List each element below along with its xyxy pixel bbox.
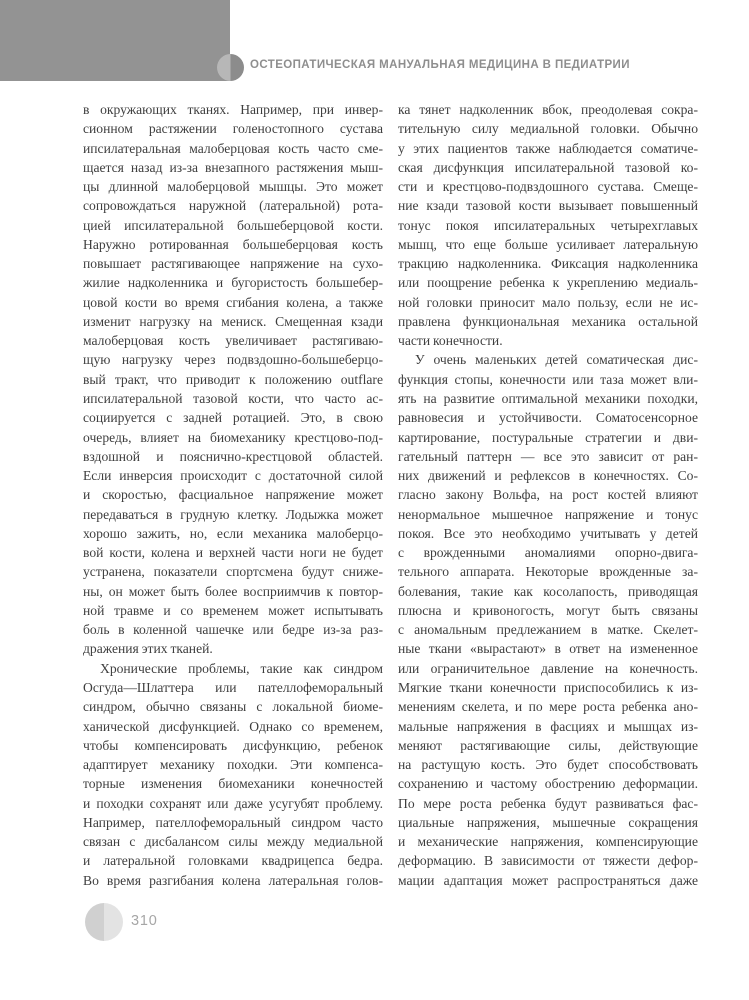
text-line: боль в коленной чашечке или бедре из-за раз- — [83, 622, 383, 638]
text-line: Во время разгибания колена латеральная голов- — [83, 872, 383, 888]
text-line: меняют растягивающие силы, действующие — [398, 737, 698, 753]
text-line: Например, пателлофеморальный синдром часто — [83, 814, 383, 830]
text-line: цией ипсилатеральной большеберцовой кости. — [83, 217, 383, 233]
text-line: или ограничительное давление на конечность. — [398, 660, 698, 676]
text-line: них движений и рефлексов в конечностях. Со- — [398, 468, 698, 484]
text-line: циальные напряжения, мышечные сокращения — [398, 814, 698, 830]
text-line: связан с дисбалансом силы между медиальной — [83, 834, 383, 850]
text-line: тракцию надколенника. Фиксация надколенника — [398, 256, 698, 272]
text-line: болевания, такие как косолапость, приводящая — [398, 583, 698, 599]
text-line: у этих пациентов также наблюдается соматиче- — [398, 140, 698, 156]
text-line: и механические напряжения, компенсирующие — [398, 834, 698, 850]
text-column-right — [398, 100, 698, 890]
text-line: на растущую кость. Это будет способствовать — [398, 757, 698, 773]
text-line: ипсилатеральной тазовой кости, что часто ас- — [83, 390, 383, 406]
text-line: и латеральной головками квадрицепса бедра. — [83, 853, 383, 869]
text-line: в окружающих тканях. Например, при инвер- — [83, 102, 383, 117]
header-bullet-icon — [217, 54, 244, 81]
text-line: хорошо зажить, но, если механика малоберцо- — [83, 525, 383, 541]
text-line: Мягкие ткани конечности приспособились к из- — [398, 679, 698, 695]
text-line: мации адаптация может распространяться даже — [398, 872, 698, 888]
text-line: или поощрение ребенка к укреплению медиаль- — [398, 275, 698, 291]
text-line: устранена, показатели спортсмена будут сниже- — [83, 564, 383, 580]
text-line: плюсна и кривоногость, могут быть связаны — [398, 602, 698, 618]
text-line: сионном растяжении голеностопного сустава — [83, 121, 383, 137]
text-line: щается назад из-за внезапного растяжения мыш- — [83, 159, 383, 175]
text-line: вый тракт, что приводит к положению outflare — [83, 371, 383, 387]
text-line: картирование, постуральные стратегии и дви- — [398, 429, 698, 445]
text-line: сопровождаться наружной (латеральной) рота- — [83, 198, 383, 214]
text-line: ипсилатеральная малоберцовая кость часто сме- — [83, 140, 383, 156]
text-line: покоя. Все это необходимо учитывать у детей — [398, 525, 698, 541]
text-column-left — [83, 100, 383, 890]
text-line: малоберцовая кость увеличивает растягиваю- — [83, 333, 383, 349]
text-line: передаваться в грудную клетку. Лодыжка может — [83, 506, 383, 522]
text-line: правлена функциональная механика остальной — [398, 313, 698, 329]
text-line: менениям скелета, и по мере роста ребенка ано- — [398, 699, 698, 715]
text-line: Хронические проблемы, такие как синдром — [100, 660, 383, 676]
text-line: сохранению и частому обострению деформации. — [398, 776, 698, 792]
text-line: синдром, обычно связаны с локальной биоме- — [83, 699, 383, 715]
text-line: По мере роста ребенка будут развиваться фас- — [398, 795, 698, 811]
text-line: функция стопы, конечности или таза может вли- — [398, 371, 698, 387]
text-line: ханической дисфункцией. Однако со временем, — [83, 718, 383, 734]
text-line: мышц, что еще больше усиливает латеральную — [398, 236, 698, 252]
text-line: ка тянет надколенник вбок, преодолевая сокра- — [398, 102, 698, 117]
text-line: мальные напряжения в фасциях и мышцах из- — [398, 718, 698, 734]
text-line: щую нагрузку через подвздошно-большеберцо- — [83, 352, 383, 368]
text-line: сти и крестцово-подвздошного сустава. Смеще- — [398, 179, 698, 195]
text-line: жилие надколенника и бугористость большебер- — [83, 275, 383, 291]
text-line: социируется с задней ротацией. Это, в свою — [83, 410, 383, 426]
text-line: тонус покоя ипсилатеральных четырехглавых — [398, 217, 698, 233]
text-line: торные изменения биомеханики конечностей — [83, 776, 383, 792]
running-header-title: ОСТЕОПАТИЧЕСКАЯ МАНУАЛЬНАЯ МЕДИЦИНА В ПЕДИАТРИИ — [250, 59, 630, 71]
text-line: Если инверсия происходит с достаточной силой — [83, 468, 383, 484]
text-line: Осгуда—Шлаттера или пателлофеморальный — [83, 679, 383, 695]
text-line: дражения этих тканей. — [83, 641, 213, 657]
text-line: ные ткани «вырастают» в ответ на измененное — [398, 641, 698, 657]
text-line: Наружно ротированная большеберцовая кость — [83, 236, 383, 252]
text-line: и скоростью, фасциальное напряжение может — [83, 487, 383, 503]
text-line: ская дисфункция ипсилатеральной тазовой ко- — [398, 159, 698, 175]
footer-bullet-icon — [85, 903, 123, 941]
text-line: гательный паттерн — все это зависит от ран- — [398, 448, 698, 464]
text-line: ненормальное мышечное напряжение и тонус — [398, 506, 698, 522]
text-line: и походки сохранят или даже усугубят проблему. — [83, 795, 383, 811]
text-line: равновесия и устойчивости. Соматосенсорное — [398, 410, 698, 426]
text-line: цы длинной малоберцовой мышцы. Это может — [83, 179, 383, 195]
text-line: тельного аппарата. Некоторые врожденные за- — [398, 564, 698, 580]
text-line: ять на развитие оптимальной механики походки, — [398, 390, 698, 406]
text-line: очередь, влияет на биомеханику крестцово-под- — [83, 429, 383, 445]
text-line: ной головки приносит мало пользу, если не ис- — [398, 294, 698, 310]
text-line: ны, он может быть более восприимчив к повтор- — [83, 583, 383, 599]
text-line: деформацию. В зависимости от тяжести дефор- — [398, 853, 698, 869]
text-line: с аномальным предлежанием в матке. Скелет- — [398, 622, 698, 638]
text-line: части конечности. — [398, 333, 503, 349]
text-line: изменит нагрузку на мениск. Смещенная кзади — [83, 313, 383, 329]
text-line: тительную силу медиальной головки. Обычно — [398, 121, 698, 137]
text-line: цовой кости во время сгибания колена, а также — [83, 294, 383, 310]
text-line: ние кзади тазовой кости вызывает повышенный — [398, 198, 698, 214]
text-line: повышает растягивающее напряжение на сухо- — [83, 256, 383, 272]
text-line: вой кости, колена и верхней части ноги не будет — [83, 545, 383, 561]
text-line: адаптирует механику походки. Эти компенса- — [83, 757, 383, 773]
chapter-header-block — [0, 0, 230, 81]
text-line: вздошной и пояснично-крестцовой областей. — [83, 448, 383, 464]
text-line: гласно закону Вольфа, на рост костей влияют — [398, 487, 698, 503]
text-line: с врожденными аномалиями опорно-двига- — [398, 545, 698, 561]
text-line: чтобы компенсировать дисфункцию, ребенок — [83, 737, 383, 753]
text-line: У очень маленьких детей соматическая дис- — [415, 352, 698, 368]
text-line: ной травме и со временем может испытывать — [83, 602, 383, 618]
page-number: 310 — [131, 913, 158, 929]
